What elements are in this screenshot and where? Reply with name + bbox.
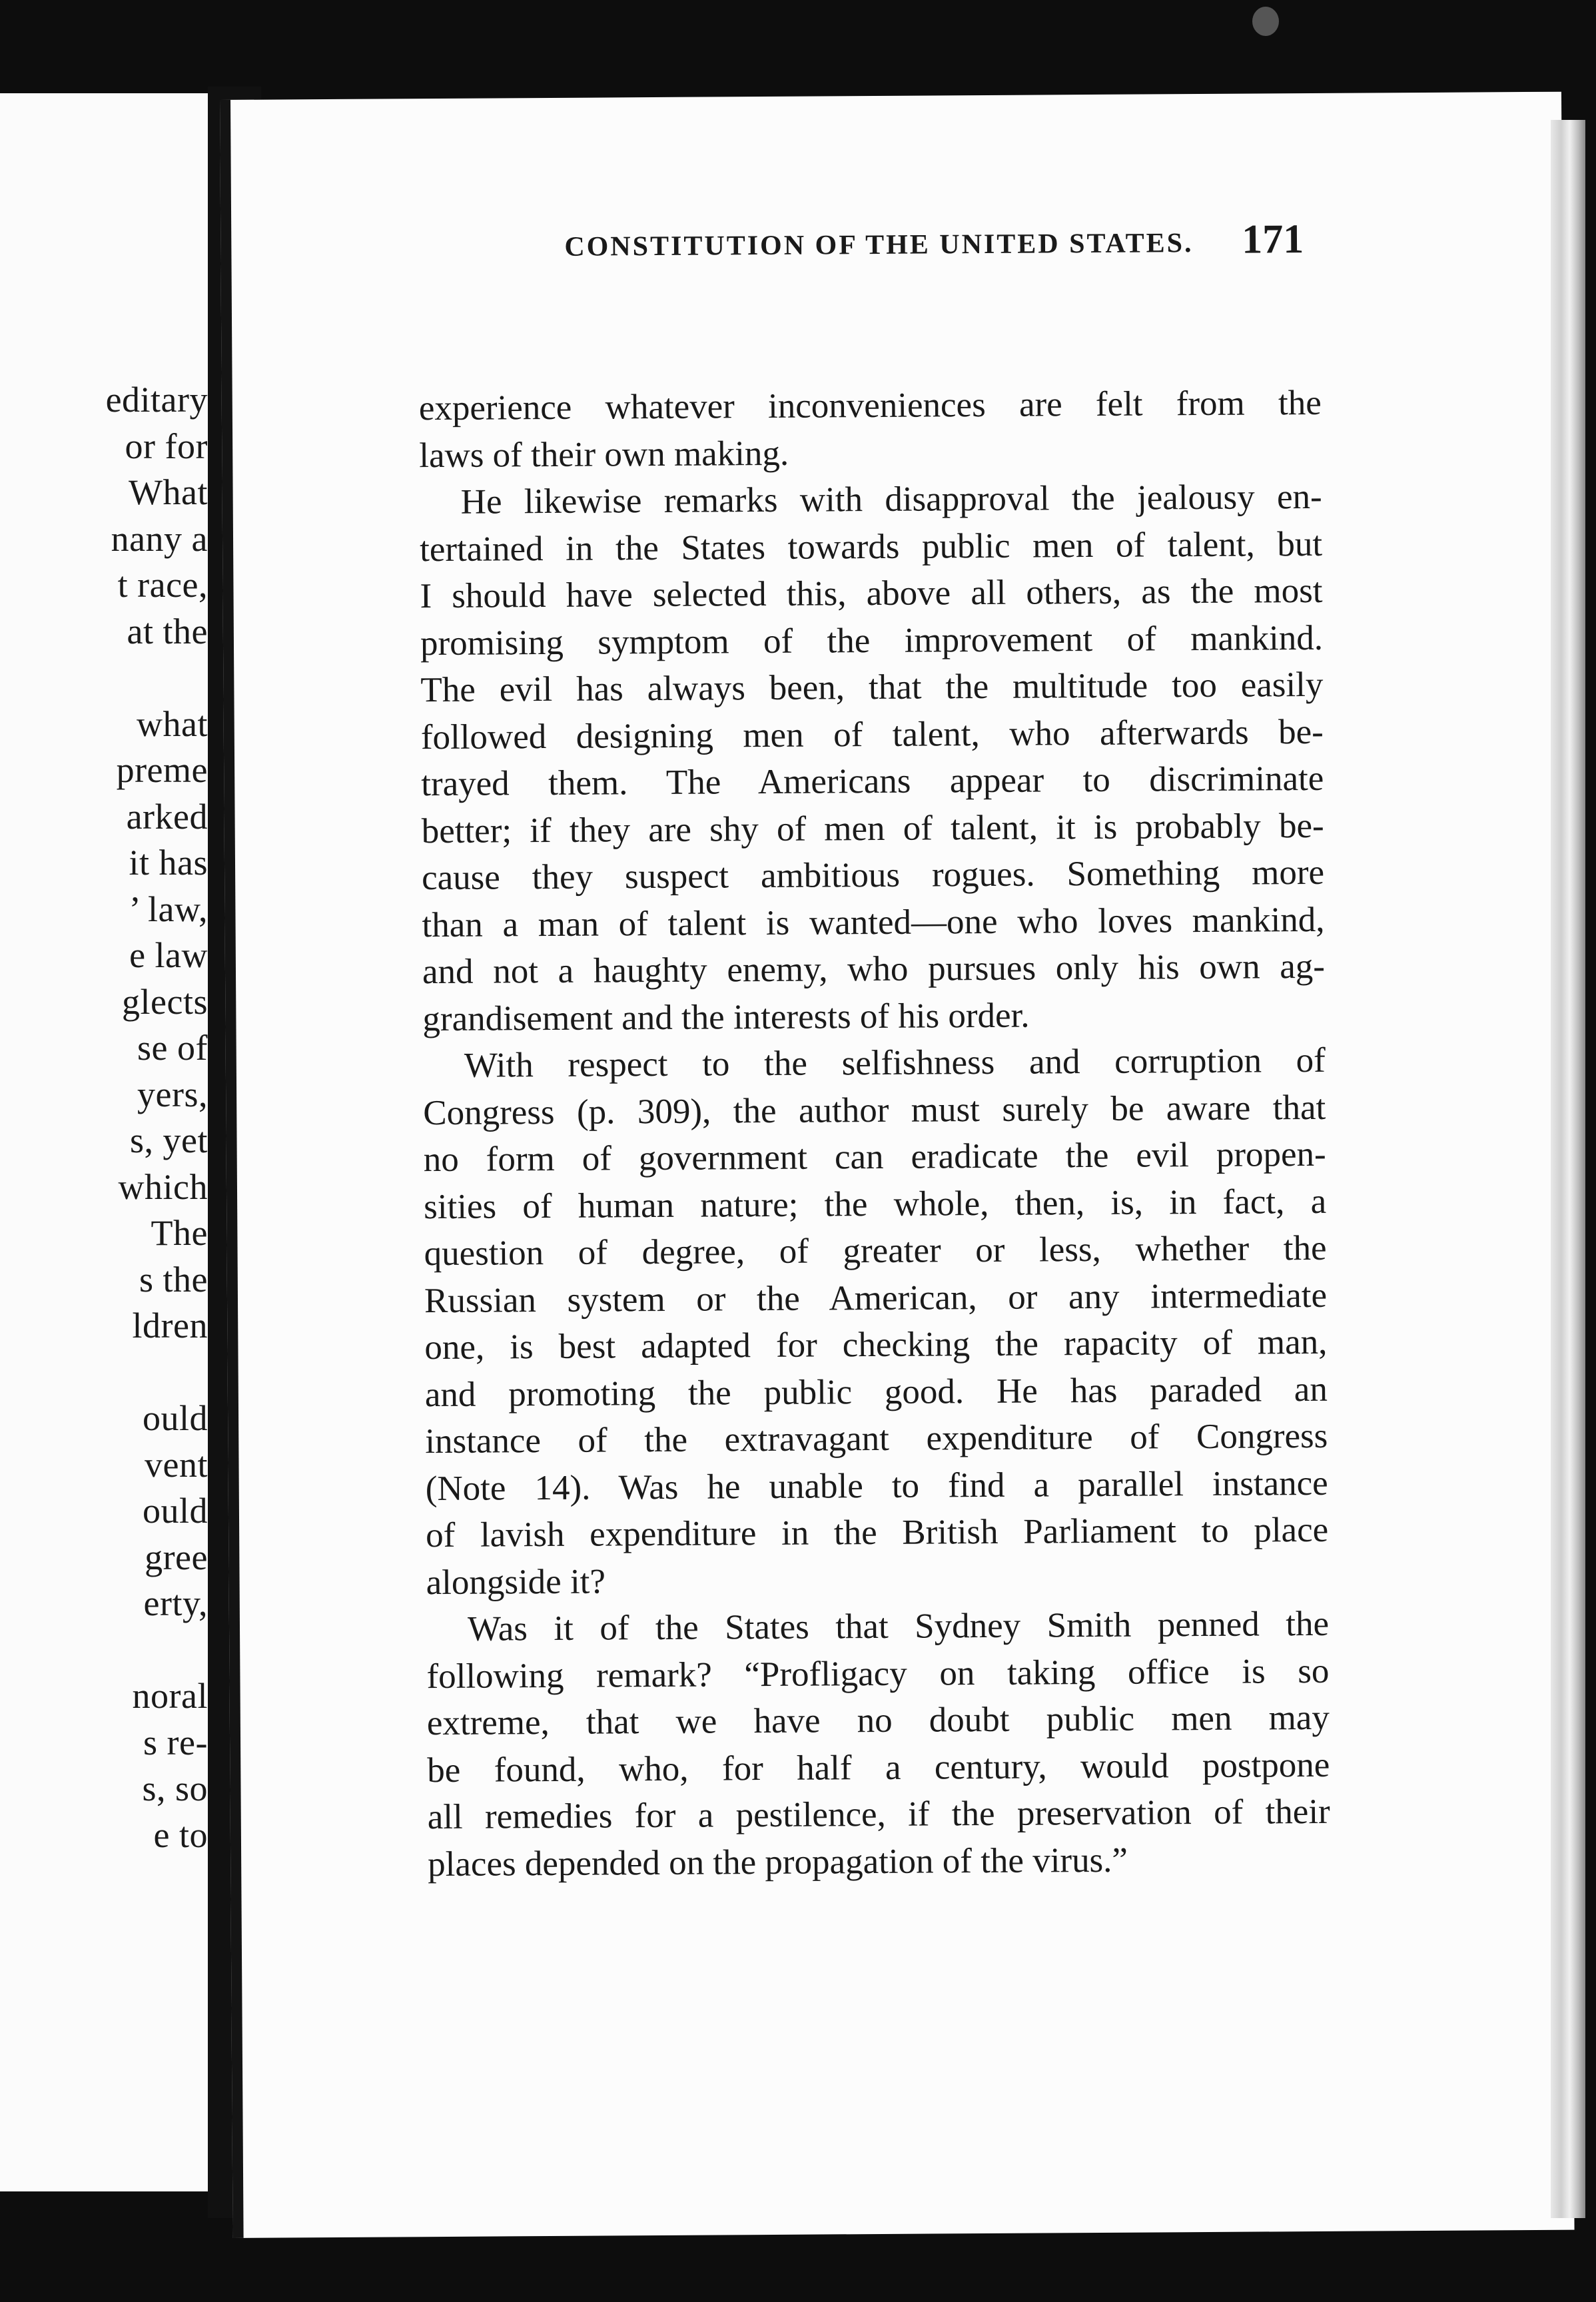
left-page-fragment: glects bbox=[122, 981, 208, 1022]
text-line: The evil has always been, that the multitude too easily bbox=[420, 665, 1324, 710]
text-line: no form of government can eradicate the evil propen- bbox=[423, 1134, 1326, 1180]
text-line: alongside it? bbox=[426, 1562, 606, 1602]
left-page-fragment: nany a bbox=[111, 518, 208, 559]
text-line: sities of human nature; the whole, then, is, in fact, a bbox=[423, 1182, 1327, 1226]
text-line: extreme, that we have no doubt public men may bbox=[426, 1698, 1330, 1743]
left-page-fragment: yers, bbox=[137, 1074, 208, 1114]
text-line: be found, who, for half a century, would postpone bbox=[427, 1745, 1330, 1790]
left-page-fragment: se of bbox=[137, 1028, 208, 1068]
left-page-fragment: t race, bbox=[117, 565, 208, 605]
text-line: of lavish expenditure in the British Parliament to place bbox=[425, 1510, 1329, 1555]
left-page-fragment: s the bbox=[139, 1259, 208, 1300]
left-page-fragment: s re- bbox=[143, 1722, 208, 1762]
left-facing-page bbox=[0, 93, 210, 2191]
text-line: one, is best adapted for checking the rapacity of man, bbox=[424, 1322, 1328, 1367]
left-page-fragment: editary bbox=[105, 380, 208, 420]
text-line: trayed them. The Americans appear to discriminate bbox=[421, 759, 1324, 804]
text-line: Was it of the States that Sydney Smith penned the bbox=[467, 1604, 1330, 1649]
text-line: than a man of talent is wanted—one who loves mankind, bbox=[422, 900, 1325, 945]
paragraph bbox=[419, 474, 1325, 1042]
body-text bbox=[419, 380, 1331, 1888]
text-line: experience whatever inconveniences are felt from the bbox=[418, 383, 1322, 428]
left-page-fragment: e law bbox=[129, 935, 208, 975]
left-page-fragment: which bbox=[118, 1166, 208, 1207]
text-line: all remedies for a pestilence, if the preservation of their bbox=[427, 1792, 1330, 1837]
left-page-fragment: at the bbox=[127, 611, 208, 651]
text-line: instance of the extravagant expenditure of Congress bbox=[425, 1416, 1328, 1461]
text-line: With respect to the selfishness and corruption of bbox=[464, 1040, 1326, 1085]
left-page-fragment: s, yet bbox=[130, 1120, 208, 1160]
page-number: 171 bbox=[1242, 216, 1304, 262]
left-page-fragment: noral bbox=[132, 1676, 208, 1716]
left-page-fragment: it has bbox=[129, 843, 208, 883]
left-page-fragment: s, so bbox=[142, 1768, 208, 1808]
left-page-fragment: arked bbox=[126, 796, 208, 837]
left-page-fragment: The bbox=[151, 1213, 208, 1253]
left-page-fragment: vent bbox=[145, 1444, 208, 1485]
text-line: and not a haughty enemy, who pursues only his own ag- bbox=[422, 947, 1326, 992]
text-line: tertained in the States towards public men of talent, but bbox=[419, 524, 1323, 569]
left-page-fragment: ould bbox=[142, 1398, 208, 1438]
scan-speck bbox=[1252, 7, 1279, 36]
page-header bbox=[344, 213, 1304, 272]
text-line: Congress (p. 309), the author must surely be aware that bbox=[423, 1088, 1326, 1132]
text-line: followed designing men of talent, who afterwards be- bbox=[420, 712, 1324, 757]
left-page-fragment: ldren bbox=[132, 1306, 208, 1345]
text-line: He likewise remarks with disapproval the jealousy en- bbox=[460, 477, 1322, 522]
left-page-fragment: preme bbox=[116, 750, 208, 790]
running-head: CONSTITUTION OF THE UNITED STATES. bbox=[564, 228, 1194, 262]
left-page-fragment: e to bbox=[153, 1814, 208, 1855]
left-page-fragment: ’ law, bbox=[129, 889, 208, 929]
text-line: better; if they are shy of men of talent, it is probably be- bbox=[421, 806, 1324, 851]
left-page-fragment: what bbox=[137, 703, 208, 744]
left-page-fragment: ould bbox=[142, 1491, 208, 1531]
left-page-fragment: What bbox=[129, 472, 208, 512]
left-page-fragment: gree bbox=[145, 1537, 208, 1577]
paragraph bbox=[423, 1037, 1329, 1606]
text-line: and promoting the public good. He has paraded an bbox=[424, 1369, 1328, 1414]
text-line: following remark? “Profligacy on taking office is so bbox=[426, 1651, 1330, 1696]
left-page-fragment: or for bbox=[125, 426, 208, 466]
text-line: laws of their own making. bbox=[419, 434, 789, 475]
text-line: I should have selected this, above all others, as the most bbox=[420, 571, 1323, 616]
text-line: Russian system or the American, or any intermediate bbox=[424, 1276, 1328, 1320]
text-line: question of degree, of greater or less, whether the bbox=[424, 1228, 1327, 1274]
page-edge bbox=[1551, 120, 1585, 2218]
text-line: grandisement and the interests of his order. bbox=[422, 996, 1030, 1038]
text-line: cause they suspect ambitious rogues. Something more bbox=[421, 853, 1325, 898]
paragraph bbox=[419, 380, 1322, 479]
paragraph bbox=[426, 1601, 1331, 1888]
text-line: places depended on the propagation of the virus.” bbox=[428, 1840, 1128, 1884]
text-line: promising symptom of the improvement of mankind. bbox=[420, 618, 1324, 663]
left-page-fragment: erty, bbox=[143, 1583, 208, 1623]
text-line: (Note 14). Was he unable to find a parallel instance bbox=[425, 1463, 1328, 1508]
right-page bbox=[220, 92, 1575, 2238]
